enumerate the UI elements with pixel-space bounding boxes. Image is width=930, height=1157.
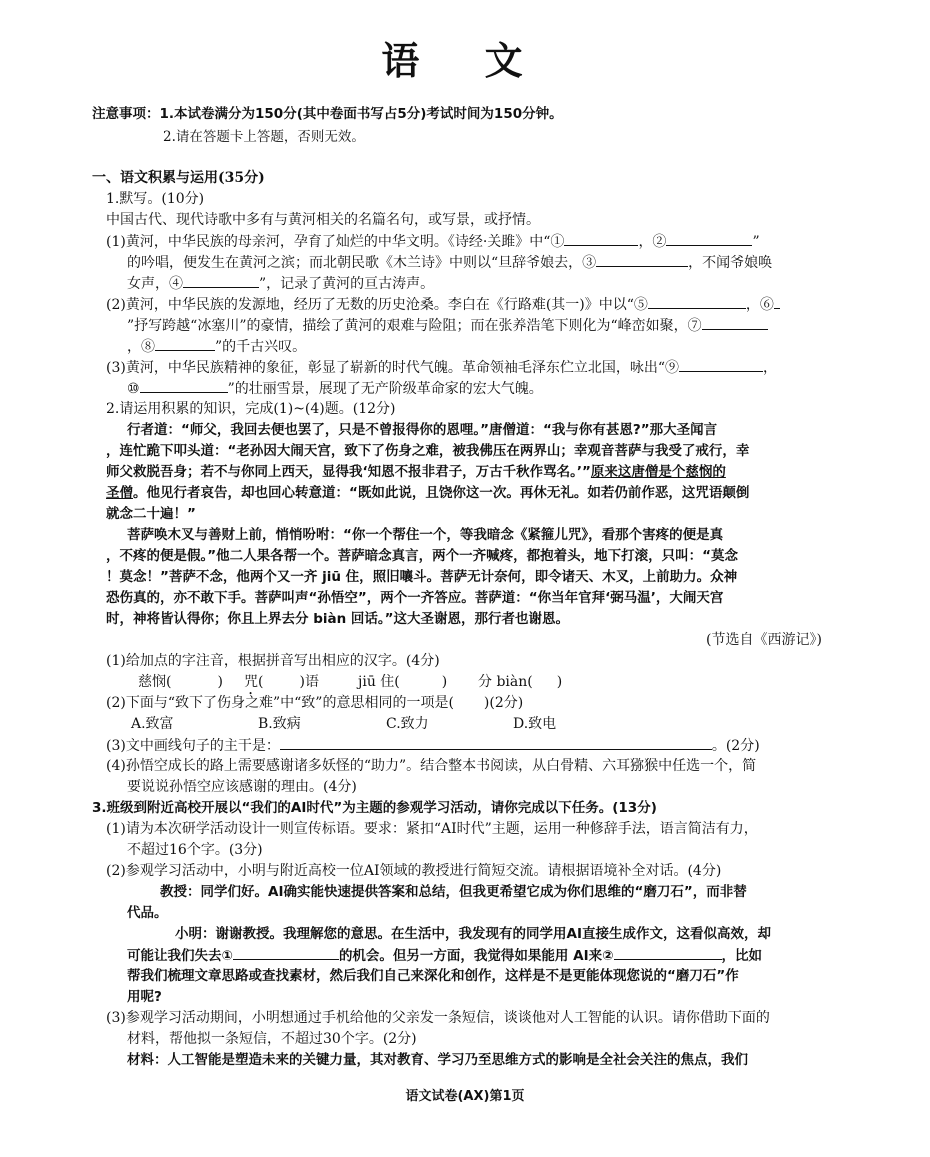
notice-label: 注意事项： xyxy=(92,106,160,122)
pinyin-item: jiū 住( xyxy=(358,674,400,690)
q2-heading: 2.请运用积累的知识，完成(1)~(4)题。(12分) xyxy=(106,401,396,417)
reading-text: 。他见行者哀告，却也回心转意道：“既如此说，且饶你这一次。再休无礼。如若仍前作恶，这咒语颠倒 xyxy=(133,485,750,501)
blank-trunk[interactable] xyxy=(280,735,712,750)
dialog-professor-line2: 代品。 xyxy=(127,905,168,921)
q1-p2-line1 xyxy=(106,294,780,315)
reading-line-4 xyxy=(106,483,749,503)
page-footer: 语文试卷(AX)第1页 xyxy=(405,1089,525,1104)
dialog-text: ，比如 xyxy=(721,948,763,964)
q1-p1-text: ”，记录了黄河的亘古涛声。 xyxy=(259,276,435,292)
q1-p3-text: ⑩ xyxy=(127,381,140,397)
page-title: 语 文 xyxy=(381,39,549,83)
reading-line-3 xyxy=(106,462,726,482)
dialog-text: 可能让我们失去① xyxy=(127,948,233,964)
q3-sub2-heading: (2)参观学习活动中，小明与附近高校一位AI领域的教授进行简短交流。请根据语境补全对话。(4分) xyxy=(106,863,722,879)
q1-p2-line2 xyxy=(127,315,768,336)
question-text: (3)文中画线句子的主干是： xyxy=(106,738,280,754)
q2-sub4-line2: 要说说孙悟空应该感谢的理由。(4分) xyxy=(127,779,357,795)
question-text: (2)下面与“致下了伤身之难”中“致”的意思相同的一项是( xyxy=(106,695,454,711)
blank-3[interactable] xyxy=(596,252,688,267)
section-heading: 一、语文积累与运用(35分) xyxy=(92,170,265,186)
dialog-student-line2 xyxy=(127,945,762,966)
q1-p2-text: ，⑥ xyxy=(745,297,774,313)
option-a[interactable]: A.致富 xyxy=(131,716,174,732)
q1-p2-text: (2)黄河，中华民族的发源地，经历了无数的历史沧桑。李白在《行路难(其一)》中以“⑤ xyxy=(106,297,648,313)
q1-p1-text: ” xyxy=(752,234,760,250)
reading-line-10: 时，神将皆认得你；你且上界去分 biàn 回话。”这大圣谢恩，那行者也谢恩。 xyxy=(106,611,570,627)
q1-p1-text: (1)黄河，中华民族的母亲河，孕育了灿烂的中华文明。《诗经·关雎》中“① xyxy=(106,234,565,250)
dotted-char: 咒 xyxy=(244,674,258,690)
blank-10[interactable] xyxy=(140,378,228,393)
q1-p2-line3 xyxy=(127,336,306,357)
option-d[interactable]: D.致电 xyxy=(513,716,557,732)
q1-p2-text: ”抒写跨越“冰塞川”的豪情，描绘了黄河的艰难与险阻；而在张养浩笔下则化为“峰峦如聚，⑦ xyxy=(127,318,702,334)
pinyin-item: 分 biàn( xyxy=(478,674,533,690)
q1-p3-text: ”的壮丽雪景，展现了无产阶级革命家的宏大气魄。 xyxy=(227,381,543,397)
blank-4[interactable] xyxy=(183,273,259,288)
q2-sub1-heading: (1)给加点的字注音，根据拼音写出相应的汉字。(4分) xyxy=(106,653,440,669)
reading-source: (节选自《西游记》) xyxy=(706,632,822,648)
blank-6[interactable] xyxy=(774,294,780,309)
q1-heading: 1.默写。(10分) xyxy=(106,191,205,207)
q1-p1-text: 女声，④ xyxy=(127,276,183,292)
q1-p1-text: ，不闻爷娘唤 xyxy=(688,255,773,271)
q3-sub1-line2: 不超过16个字。(3分) xyxy=(127,842,263,858)
pinyin-item-zhou: 咒( )语 xyxy=(244,674,319,690)
reading-line-6: 菩萨唤木叉与善财上前，悄悄吩咐：“你一个帮住一个，等我暗念《紧箍儿咒》，看那个害疼的便是真 xyxy=(127,527,724,543)
q2-sub1-items: 慈悯( ) xyxy=(138,674,223,690)
q1-p3-text: ， xyxy=(763,360,777,376)
q1-intro: 中国古代、现代诗歌中多有与黄河相关的名篇名句，或写景，或抒情。 xyxy=(106,212,540,228)
dialog-student-line1: 小明：谢谢教授。我理解您的意思。在生活中，我发现有的同学用AI直接生成作文，这看似高效，却 xyxy=(175,926,771,942)
option-c[interactable]: C.致力 xyxy=(386,716,429,732)
underlined-sentence: 原来这唐僧是个慈悯的 xyxy=(590,464,726,480)
pinyin-item: 慈悯( xyxy=(138,674,172,690)
notice-line-1 xyxy=(92,104,563,124)
q1-p3-line1 xyxy=(106,357,777,378)
pinyin-item: 语 xyxy=(304,674,319,690)
reading-line-8: ！莫念！”菩萨不念，他两个又一齐 jiū 住，照旧嚷斗。菩萨无计奈何，即令诸天、木叉，上前助力。众神 xyxy=(106,569,738,585)
reading-line-9: 恐伤真的，亦不敢下手。菩萨叫声“孙悟空”，两个一齐答应。菩萨道：“你当年官拜‘弼马温’，大闹天宫 xyxy=(106,590,724,606)
reading-line-2: ，连忙跪下叩头道：“老孙因大闹天宫，致下了伤身之难，被我佛压在两界山；幸观音菩萨与我受了戒行，幸 xyxy=(106,443,750,459)
pinyin-item-bian: 分 biàn( ) xyxy=(478,674,563,690)
blank-9[interactable] xyxy=(679,357,763,372)
q1-p1-line2 xyxy=(127,252,772,273)
q1-p1-text: ，② xyxy=(638,234,667,250)
q2-sub2-heading xyxy=(106,693,523,713)
blank-1[interactable] xyxy=(564,231,638,246)
q1-p1-line3 xyxy=(127,273,434,294)
blank-2[interactable] xyxy=(666,231,752,246)
notice-item-1: 1.本试卷满分为150分(其中卷面书写占5分)考试时间为150分钟。 xyxy=(159,106,563,122)
q2-sub4-line1: (4)孙悟空成长的路上需要感谢诸多妖怪的“助力”。结合整本书阅读，从白骨精、六耳猕猴中任选一个，简 xyxy=(106,758,757,774)
q3-heading: 3.班级到附近高校开展以“我们的AI时代”为主题的参观学习活动，请你完成以下任务。(13分) xyxy=(92,800,657,816)
pinyin-item-jiu: jiū 住( ) xyxy=(358,674,448,690)
reading-line-7: ，不疼的便是假。”他二人果各帮一个。菩萨暗念真言，两个一齐喊疼，都抱着头，地下打滚，只叫：“莫念 xyxy=(106,548,738,564)
q1-p2-text: ，⑧ xyxy=(127,339,155,355)
blank-5[interactable] xyxy=(648,294,746,309)
notice-item-2: 2.请在答题卡上答题，否则无效。 xyxy=(163,129,365,145)
blank-dialog-2[interactable] xyxy=(614,945,722,960)
q1-p1-text: 的吟唱，便发生在黄河之滨；而北朝民歌《木兰诗》中则以“旦辞爷娘去，③ xyxy=(127,255,597,271)
question-text: )(2分) xyxy=(483,695,524,711)
q1-p2-text: ”的千古兴叹。 xyxy=(215,339,307,355)
option-b[interactable]: B.致病 xyxy=(258,716,301,732)
q2-sub3 xyxy=(106,735,760,756)
blank-7[interactable] xyxy=(702,315,768,330)
q3-sub3-line2: 材料，帮他拟一条短信，不超过30个字。(2分) xyxy=(127,1031,417,1047)
dialog-professor-line1: 教授：同学们好。AI确实能快速提供答案和总结，但我更希望它成为你们思维的“磨刀石”，而非替 xyxy=(160,884,747,900)
dialog-student-line4: 用呢? xyxy=(127,989,162,1005)
question-text: 。(2分) xyxy=(711,738,760,754)
blank-8[interactable] xyxy=(155,336,215,351)
blank-dialog-1[interactable] xyxy=(233,945,339,960)
material-line1: 材料：人工智能是塑造未来的关键力量，其对教育、学习乃至思维方式的影响是全社会关注的焦点，我们 xyxy=(127,1052,748,1068)
underlined-sentence: 圣僧 xyxy=(106,485,133,501)
q1-p1-line1 xyxy=(106,231,760,252)
q1-p3-text: (3)黄河，中华民族精神的象征，彰显了崭新的时代气魄。革命领袖毛泽东伫立北国，咏出“⑨ xyxy=(106,360,679,376)
dialog-student-line3: 帮我们梳理文章思路或查找素材，然后我们自己来深化和创作，这样是不是更能体现您说的“磨刀石”作 xyxy=(127,968,739,984)
q3-sub3-line1: (3)参观学习活动期间，小明想通过手机给他的父亲发一条短信，谈谈他对人工智能的认识。请你借助下面的 xyxy=(106,1010,770,1026)
reading-text: 师父救脱吾身；若不与你同上西天，显得我‘知恩不报非君子，万古千秋作骂名。’” xyxy=(106,464,591,480)
dialog-text: 的机会。但另一方面，我觉得如果能用 AI来② xyxy=(338,948,614,964)
reading-line-1: 行者道：“师父，我回去便也罢了，只是不曾报得你的恩哩。”唐僧道：“我与你有甚恩?”那大圣闻言 xyxy=(127,422,718,438)
q1-p3-line2 xyxy=(127,378,543,399)
reading-line-5: 就念二十遍！” xyxy=(106,506,196,522)
q3-sub1-line1: (1)请为本次研学活动设计一则宣传标语。要求：紧扣“AI时代”主题，运用一种修辞手法，语言简洁有力， xyxy=(106,821,758,837)
